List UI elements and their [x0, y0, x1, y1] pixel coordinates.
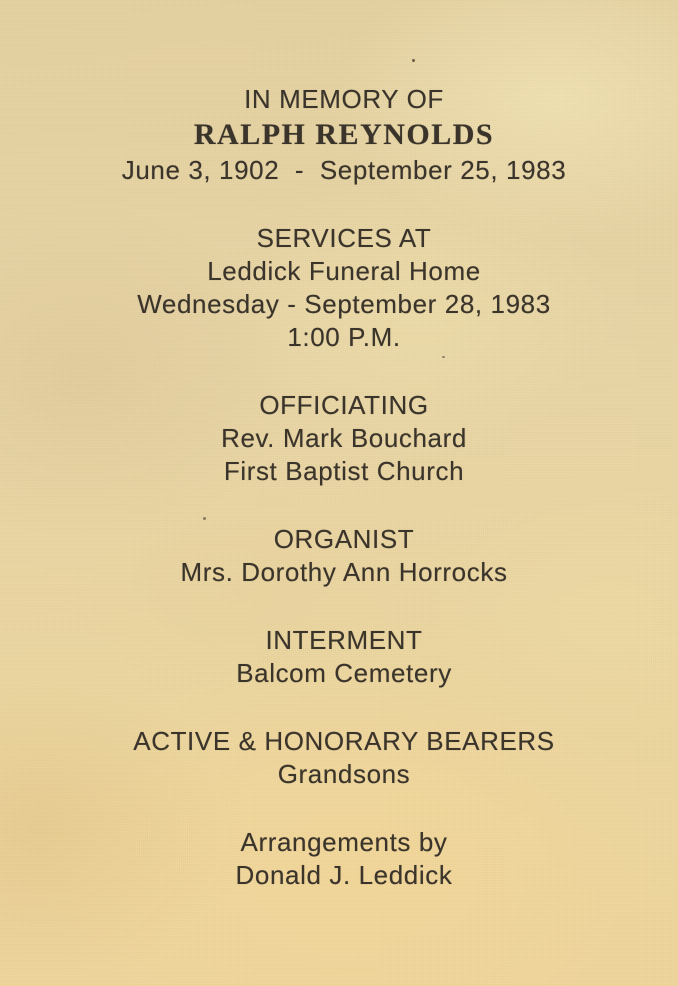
section-organist [5, 523, 678, 589]
arrangements-heading: Arrangements by [240, 827, 448, 857]
section-officiating [5, 389, 678, 488]
section-interment [5, 624, 678, 690]
section-services [5, 222, 678, 354]
section-bearers [5, 725, 678, 791]
section-arrangements [5, 826, 678, 892]
interment-heading: INTERMENT [265, 625, 423, 655]
memorial-header [5, 83, 678, 187]
service-date-line: Wednesday - September 28, 1983 [137, 289, 551, 319]
service-time-line: 1:00 P.M. [287, 322, 401, 352]
bearers-line: Grandsons [277, 759, 411, 789]
deceased-name: RALPH REYNOLDS [193, 118, 495, 151]
card-content [5, 0, 678, 892]
officiant-church-line: First Baptist Church [223, 456, 465, 486]
bearers-heading: ACTIVE & HONORARY BEARERS [133, 726, 555, 756]
services-heading: SERVICES AT [256, 223, 432, 253]
officiant-name-line: Rev. Mark Bouchard [221, 423, 467, 453]
arranger-name-line: Donald J. Leddick [235, 860, 453, 890]
officiating-heading: OFFICIATING [259, 390, 429, 420]
in-memory-of-line: IN MEMORY OF [244, 84, 444, 114]
organist-name-line: Mrs. Dorothy Ann Horrocks [180, 557, 508, 587]
organist-heading: ORGANIST [273, 524, 415, 554]
funeral-home-line: Leddick Funeral Home [207, 256, 481, 286]
cemetery-line: Balcom Cemetery [236, 658, 452, 688]
life-dates: June 3, 1902 - September 25, 1983 [121, 155, 567, 185]
